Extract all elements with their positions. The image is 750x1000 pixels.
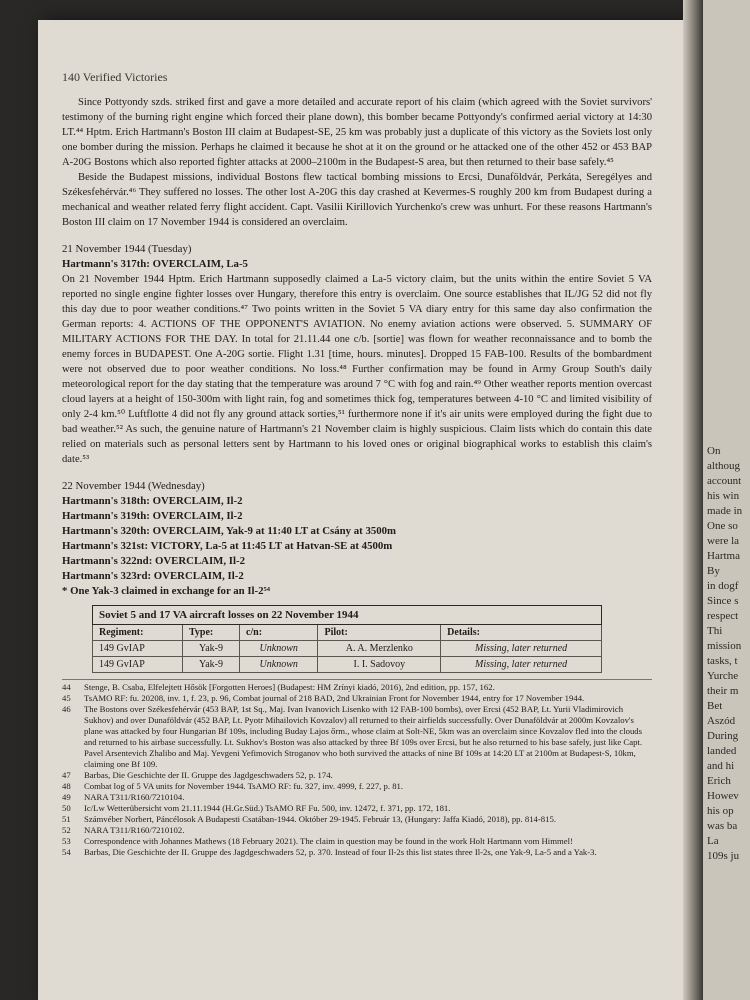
- footnote: [62, 682, 652, 693]
- footnote-number: 44: [62, 682, 71, 692]
- claim-heading: Hartmann's 319th: OVERCLAIM, Il-2: [62, 510, 243, 522]
- facing-page-fragment: Aszód: [707, 715, 736, 727]
- page-content: [62, 95, 652, 858]
- facing-page-fragment: On: [707, 445, 721, 457]
- table-caption: Soviet 5 and 17 VA aircraft losses on 22 November 1944: [93, 606, 602, 625]
- claim-note: * One Yak-3 claimed in exchange for an Il-2⁵⁴: [62, 585, 271, 597]
- facing-page-fragment: La: [707, 835, 719, 847]
- footnote-number: 45: [62, 693, 71, 703]
- footnote: [62, 704, 652, 770]
- table-header: Details:: [441, 625, 602, 641]
- table-header: Type:: [182, 625, 239, 641]
- footnote: [62, 693, 652, 704]
- facing-page-fragment: Since s: [707, 595, 739, 607]
- footnote-text: The Bostons over Székesfehérvár (453 BAP, 1st Sq., Maj. Ivan Ivanovich Lisenko with 12 FAB-100 bombs), over Ercsi (452 BAP, Lt. Yurii Vladimirovich Sukhov) and over Dunaföldvár (452 BAP, Lt. Pyotr Mihailovich Kovzalov) all returned to their airfields successfully. Over Dunaföldvár at 2000m Kovzalov's plane was attacked by four Hungarian Bf 109s, including Buday Lajos őrm., whose claim at Solt-NE, 5km was an overclaim since Kovzalov fled into the clouds and returned to his airbase successfully. Lt. Sukhov's Boston was also attacked by three Bf 109s over Ercsi, but he also returned to his base safely, just like Capt. Pavel Arsentevich Zhalibo and Maj. Yevgeni Yefimovich Stroganov who both survived the attacks of nine Bf 109s at 14:20 LT at 2100m at Budapest-S, 10km, claiming one Bf 109.: [84, 704, 643, 769]
- footnote-text: TsAMO RF: fu. 20208, inv. 1, f. 23, p. 96, Combat journal of 218 BAD, 2nd Ukrainian Front for November 1944, entry for 17 November 1944.: [84, 693, 585, 703]
- footnote-text: NARA T311/R160/7210102.: [84, 825, 185, 835]
- footnote-number: 47: [62, 770, 71, 780]
- facing-page-fragment: Erich: [707, 775, 731, 787]
- facing-page-fragment: made in: [707, 505, 743, 517]
- footnote: [62, 781, 652, 792]
- claim-heading: Hartmann's 318th: OVERCLAIM, Il-2: [62, 495, 243, 507]
- claim-heading: Hartmann's 317th: OVERCLAIM, La-5: [62, 258, 248, 270]
- claim-heading: Hartmann's 322nd: OVERCLAIM, Il-2: [62, 555, 245, 567]
- paragraph: Beside the Budapest missions, individual Bostons flew tactical bombing missions to Ercsi, Dunaföldvár, Perkáta, Seregélyes and Székesfehérvár.⁴⁶ They suffered no losses. The other lost A-20G this day crashed at Kevermes-S roughly 200 km from Budapest during a mechanical and weather related ferry flight accident. Capt. Vasilii Kirillovich Yurchenko's crew was unhurt. For these reasons Hartmann's Boston III claim on 17 November 1944 is considered an overclaim.: [62, 172, 652, 228]
- footnote: [62, 847, 652, 858]
- claim-heading: Hartmann's 323rd: OVERCLAIM, Il-2: [62, 570, 244, 582]
- footnote-number: 52: [62, 825, 71, 835]
- table-cell: Unknown: [239, 641, 318, 657]
- table-header: c/n:: [239, 625, 318, 641]
- facing-page-fragment: their m: [707, 685, 739, 697]
- table-cell: Unknown: [239, 657, 318, 673]
- footnote-text: Combat log of 5 VA units for November 1944. TsAMO RF: fu. 327, inv. 4999, f. 227, p. 81.: [84, 781, 404, 791]
- facing-page-fragment: account: [707, 475, 742, 487]
- footnote: [62, 770, 652, 781]
- claim-heading: Hartmann's 320th: OVERCLAIM, Yak-9 at 11:40 LT at Csány at 3500m: [62, 525, 397, 537]
- facing-page-fragment: was ba: [707, 820, 738, 832]
- paragraph: On 21 November 1944 Hptm. Erich Hartmann supposedly claimed a La-5 victory claim, but the units within the entire Soviet 5 VA reported no single engine fighter losses over Hungary, therefore this entry is overclaim. One source establishes that IL/JG 52 did not fly this day due to poor weather conditions.⁴⁷ Two points written in the Soviet 5 VA diary entry for this same day also confirmation the German reports: 4. ACTIONS OF THE OPPONENT'S AVIATION. No enemy aviation actions were observed. 5. SUMMARY OF MILITARY ACTIONS FOR THE DAY. In total for 21.11.44 one c/b. [sortie] was flown for weather reconnaissance and to bomb the enemy forces in BUDAPEST. One A-20G sortie. Flight 1.31 [time, hours. minutes]. Dropped 15 FAB-100. Results of the bombardment were not observed due to poor weather conditions. No loss.⁴⁸ Further confirmation may be found in Army Group South's daily meteorological report for the day stating that the temperature was around 7 °C with fog and rain.⁴⁹ Other weather reports mention overcast cloud layers at a height of 150-300m with light rain, fog and sometimes thick fog, temperatures between 4-10 °C and limited visibility of only 2-4 km.⁵⁰ Luftflotte 4 did not fly any ground attack sorties,⁵¹ furthermore none if it's air units were employed during the fight due to bad weather.⁵² As such, the genuine nature of Hartmann's 21 November claim is highly suspicious. Claim lists which do contain this date relied on materials such as personal letters sent by Hartmann to his loved ones or original biographical works to establish this claim's date.⁵³: [62, 274, 652, 465]
- footnote-text: Correspondence with Johannes Mathews (18 February 2021). The claim in question may be found in the work Holt Hartmann vom Himmel!: [84, 836, 573, 846]
- footnote: [62, 825, 652, 836]
- table-cell: Missing, later returned: [441, 657, 602, 673]
- facing-page-fragment: tasks, t: [707, 655, 738, 667]
- footnote-text: Barbas, Die Geschichte der II. Gruppe des Jagdgeschwaders 52, p. 174.: [84, 770, 333, 780]
- table-cell: Yak-9: [182, 641, 239, 657]
- facing-page-fragment: Howev: [707, 790, 739, 802]
- facing-page-fragment: mission: [707, 640, 742, 652]
- facing-page-fragment: By: [707, 565, 720, 577]
- facing-page-fragment: respect: [707, 610, 739, 622]
- footnote-text: Barbas, Die Geschichte der II. Gruppe des Jagdgeschwaders 52, p. 370. Instead of four Il-2s this list states three Il-2s, one Yak-9, La-5 and a Yak-3.: [84, 847, 597, 857]
- facing-page-fragment: Hartma: [707, 550, 740, 562]
- table-row: [93, 657, 602, 673]
- footnote-number: 49: [62, 792, 71, 802]
- section-date: 21 November 1944 (Tuesday): [62, 243, 192, 255]
- section-21-november: [62, 242, 652, 467]
- facing-page: [703, 0, 750, 1000]
- facing-page-fragment: his win: [707, 490, 740, 502]
- table-cell: Yak-9: [182, 657, 239, 673]
- footnote-number: 46: [62, 704, 71, 714]
- facing-page-fragment: One so: [707, 520, 738, 532]
- footnote-number: 48: [62, 781, 71, 791]
- facing-page-fragment: Bet: [707, 700, 723, 712]
- footnote-number: 51: [62, 814, 71, 824]
- running-head: 140 Verified Victories: [62, 70, 168, 84]
- facing-page-fragment: During: [707, 730, 739, 742]
- facing-page-fragment: were la: [707, 535, 740, 547]
- table-header: Pilot:: [318, 625, 441, 641]
- table-header: Regiment:: [93, 625, 183, 641]
- section-22-november: [62, 479, 652, 599]
- table-header-row: [93, 625, 602, 641]
- book-gutter: [683, 0, 703, 1000]
- facing-page-fragment: Thi: [707, 625, 723, 637]
- facing-page-fragment: his op: [707, 805, 734, 817]
- footnote: [62, 836, 652, 847]
- footnote: [62, 803, 652, 814]
- losses-table: [92, 605, 602, 673]
- facing-page-fragment: 109s ju: [707, 850, 740, 862]
- table-row: [93, 641, 602, 657]
- footnote-text: Ic/Lw Wetterübersicht vom 21.11.1944 (H.Gr.Süd.) TsAMO RF Fu. 500, inv. 12472, f. 371, pp. 172, 181.: [84, 803, 451, 813]
- facing-page-fragment: in dogf: [707, 580, 739, 592]
- facing-page-fragment: and hi: [707, 760, 735, 772]
- footnote-number: 53: [62, 836, 71, 846]
- footnote-text: Számvéber Norbert, Páncélosok A Budapesti Csatában-1944. Október 29-1945. Február 13, (Hungary: Jaffa Kiadó, 2018), pp. 814-815.: [84, 814, 556, 824]
- footnote-text: NARA T311/R160/7210104.: [84, 792, 185, 802]
- section-date: 22 November 1944 (Wednesday): [62, 480, 205, 492]
- table-cell: 149 GvIAP: [93, 641, 183, 657]
- table-cell: A. A. Merzlenko: [318, 641, 441, 657]
- paragraph: Since Pottyondy szds. striked first and gave a more detailed and accurate report of his claim (which agreed with the Soviet survivors' testimony of the burning right engine which forced their plane down), this bomber became Pottyondy's confirmed aerial victory at 14:30 LT.⁴⁴ Hptm. Erich Hartmann's Boston III claim at Budapest-SE, 25 km was probably just a duplicate of this victory as the Soviets lost only one bomber during the mission. Perhaps he claimed it because he shot at it on the ground or he attacked one of the other 452 or 453 BAP A-20G Bostons which also reported fighter attacks at 2000–2100m in the Budapest-S area, but then returned to their base safely.⁴⁵: [62, 97, 652, 168]
- table-cell: 149 GvIAP: [93, 657, 183, 673]
- footnotes: [62, 679, 652, 858]
- facing-page-fragment: althoug: [707, 460, 740, 472]
- footnote-number: 54: [62, 847, 71, 857]
- footnote: [62, 814, 652, 825]
- footnote: [62, 792, 652, 803]
- facing-page-fragment: Yurche: [707, 670, 739, 682]
- footnote-number: 50: [62, 803, 71, 813]
- table-cell: I. I. Sadovoy: [318, 657, 441, 673]
- footnote-text: Stenge, B. Csaba, Elfelejtett Hősök [Forgotten Heroes] (Budapest: HM Zrínyi kiadó, 2016), 2nd edition, pp. 157, 162.: [84, 682, 495, 692]
- claim-heading: Hartmann's 321st: VICTORY, La-5 at 11:45 LT at Hatvan-SE at 4500m: [62, 540, 393, 552]
- facing-page-fragment: landed: [707, 745, 737, 757]
- table-cell: Missing, later returned: [441, 641, 602, 657]
